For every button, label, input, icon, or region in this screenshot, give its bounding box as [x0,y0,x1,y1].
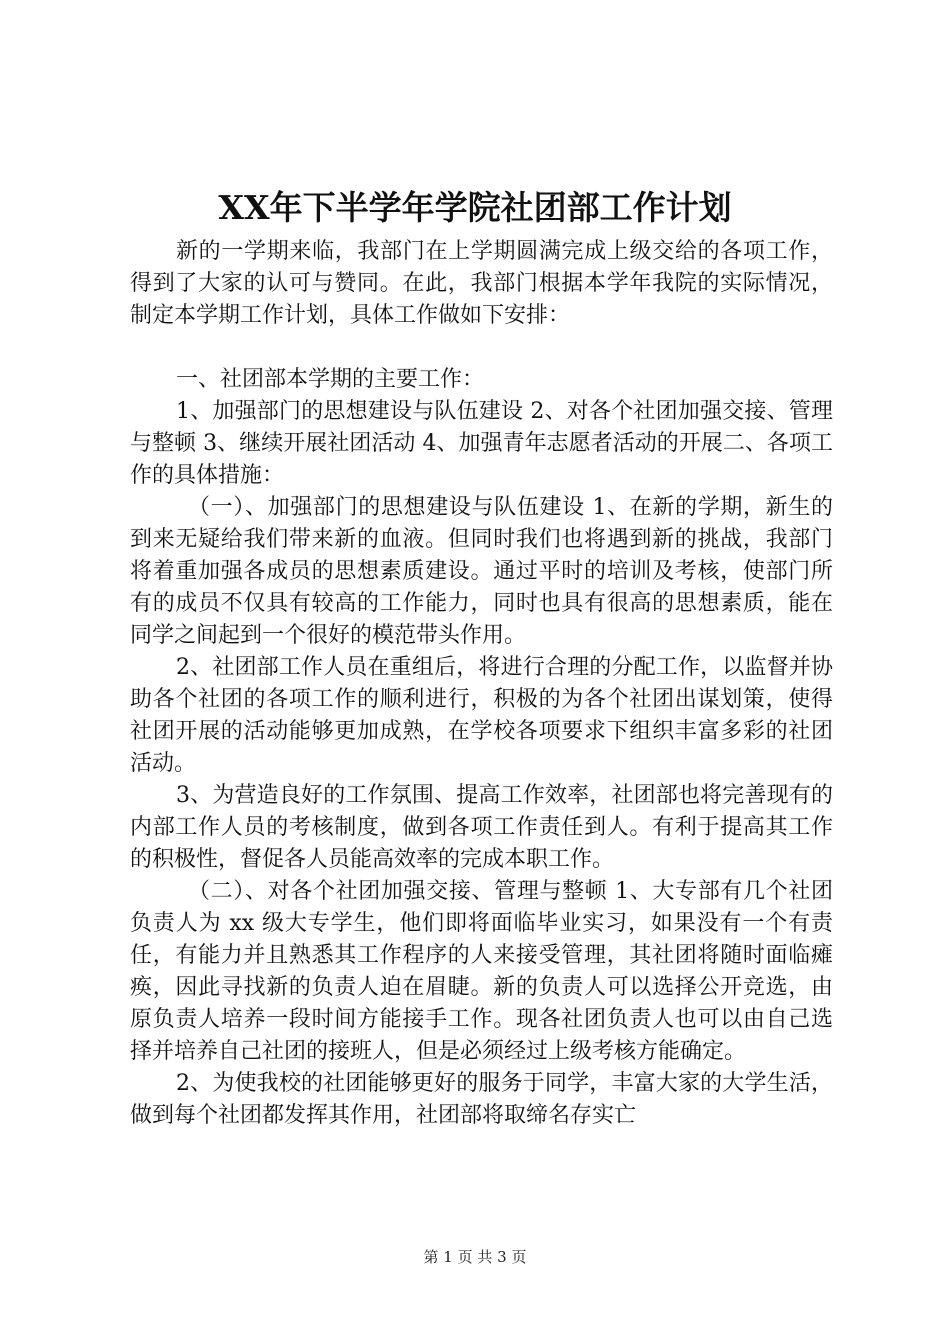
paragraph-section-heading: 一、社团部本学期的主要工作： [176,367,485,392]
paragraph-intro: 新的一学期来临，我部门在上学期圆满完成上级交给的各项工作，得到了大家的认可与赞同。在此，我部门根据本学年我院的实际情况，制定本学期工作计划，具体工作做如下安排： [130,239,833,328]
document-body [130,236,833,1132]
paragraph-measure-1-3: 3、为营造良好的工作氛围、提高工作效率，社团部也将完善现有的内部工作人员的考核制度，做到各项工作责任到人。有利于提高其工作的积极性，督促各人员能高效率的完成本职工作。 [130,783,833,872]
paragraph-measure-1-2: 2、社团部工作人员在重组后，将进行合理的分配工作，以监督并协助各个社团的各项工作的顺利进行，积极的为各个社团出谋划策，使得社团开展的活动能够更加成熟，在学校各项要求下组织丰富多彩的社团活动。 [130,655,833,776]
page-number-footer: 第 1 页 共 3 页 [423,1248,527,1266]
paragraph-measure-2: （二）、对各个社团加强交接、管理与整顿 1、大专部有几个社团负责人为 xx 级大专学生，他们即将面临毕业实习，如果没有一个有责任，有能力并且熟悉其工作程序的人来接受管理，其社团将随时面临瘫痪，因此寻找新的负责人迫在眉睫。新的负责人可以选择公开竞选，由原负责人培养一段时间方能接手工作。现各社团负责人也可以由自己选择并培养自己社团的接班人，但是必须经过上级考核方能确定。 [130,879,833,1064]
paragraph-measure-2-2: 2、为使我校的社团能够更好的服务于同学，丰富大家的大学生活，做到每个社团都发挥其作用，社团部将取缔名存实亡 [130,1071,833,1128]
paragraph-measure-1: （一）、加强部门的思想建设与队伍建设 1、在新的学期，新生的到来无疑给我们带来新的血液。但同时我们也将遇到新的挑战，我部门将着重加强各成员的思想素质建设。通过平时的培训及考核，使部门所有的成员不仅具有较高的工作能力，同时也具有很高的思想素质，能在同学之间起到一个很好的模范带头作用。 [130,495,833,648]
paragraph-main-tasks: 1、加强部门的思想建设与队伍建设 2、对各个社团加强交接、管理与整顿 3、继续开展社团活动 4、加强青年志愿者活动的开展二、各项工作的具体措施： [130,399,833,488]
document-title: XX年下半学年学院社团部工作计划 [218,188,732,227]
